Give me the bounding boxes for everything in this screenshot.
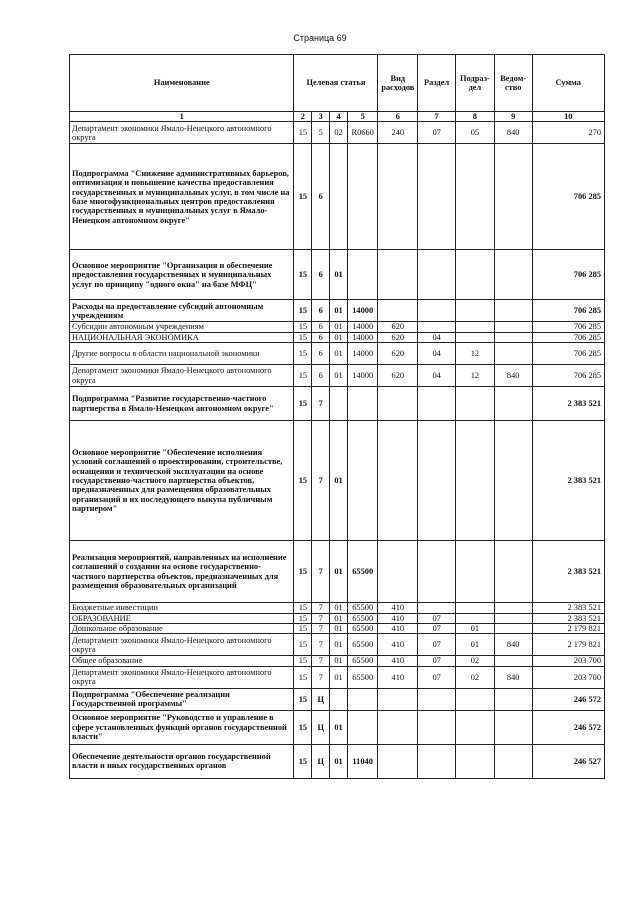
code-activity xyxy=(330,144,348,250)
expense-type xyxy=(378,541,418,603)
expense-type xyxy=(378,710,418,744)
row-name: Общее образование xyxy=(70,656,294,666)
department-code: 840 xyxy=(494,122,532,144)
header-target-article: Целевая статья xyxy=(294,55,378,112)
section xyxy=(418,300,456,322)
expense-type xyxy=(378,144,418,250)
section: 04 xyxy=(418,332,456,342)
expense-type: 620 xyxy=(378,365,418,387)
row-sum: 2 383 521 xyxy=(532,613,604,623)
code-subprogram: 7 xyxy=(312,666,330,688)
department-code xyxy=(494,421,532,541)
header-name: Наименование xyxy=(70,55,294,112)
expense-type xyxy=(378,421,418,541)
row-name: Департамент экономики Ямало-Ненецкого автономного округа xyxy=(70,122,294,144)
row-name: Подпрограмма "Снижение административных барьеров, оптимизация и повышение качества предоставления государственных и муниципальных услуг, в том числе на базе многофункциональных центров предоставления государственных и муниципальных услуг в Ямало-Ненецком автономном округе" xyxy=(70,144,294,250)
department-code xyxy=(494,332,532,342)
department-code: 840 xyxy=(494,365,532,387)
expense-type xyxy=(378,300,418,322)
subsection: 01 xyxy=(456,634,495,656)
subsection: 02 xyxy=(456,666,495,688)
code-subprogram: 6 xyxy=(312,300,330,322)
code-direction xyxy=(347,387,377,421)
table-row xyxy=(70,365,605,387)
header-expense-type: Вид расходов xyxy=(378,55,418,112)
code-program: 15 xyxy=(294,300,312,322)
section: 07 xyxy=(418,122,456,144)
row-name: Основное мероприятие "Руководство и управление в сфере установленных функций органов государственной власти" xyxy=(70,710,294,744)
code-activity: 01 xyxy=(330,322,348,332)
code-activity: 01 xyxy=(330,613,348,623)
department-code xyxy=(494,613,532,623)
code-activity: 02 xyxy=(330,122,348,144)
subsection xyxy=(456,710,495,744)
code-direction: 65500 xyxy=(347,666,377,688)
expense-type: 410 xyxy=(378,656,418,666)
subsection xyxy=(456,688,495,710)
table-row xyxy=(70,656,605,666)
department-code xyxy=(494,603,532,613)
subsection: 01 xyxy=(456,624,495,634)
table-row xyxy=(70,122,605,144)
subsection xyxy=(456,541,495,603)
section xyxy=(418,322,456,332)
code-activity: 01 xyxy=(330,332,348,342)
code-activity: 01 xyxy=(330,666,348,688)
code-program: 15 xyxy=(294,634,312,656)
department-code xyxy=(494,387,532,421)
code-program: 15 xyxy=(294,666,312,688)
department-code xyxy=(494,688,532,710)
code-program: 15 xyxy=(294,365,312,387)
code-activity xyxy=(330,688,348,710)
table-row xyxy=(70,710,605,744)
department-code xyxy=(494,250,532,300)
row-sum: 246 572 xyxy=(532,688,604,710)
expense-type: 410 xyxy=(378,634,418,656)
code-direction xyxy=(347,688,377,710)
subsection: 12 xyxy=(456,343,495,365)
col-num: 2 xyxy=(294,112,312,122)
code-subprogram: 7 xyxy=(312,613,330,623)
column-numbers-row xyxy=(70,112,605,122)
section xyxy=(418,688,456,710)
section xyxy=(418,710,456,744)
col-num: 5 xyxy=(347,112,377,122)
table-row xyxy=(70,613,605,623)
code-activity: 01 xyxy=(330,365,348,387)
col-num: 4 xyxy=(330,112,348,122)
code-direction: 14000 xyxy=(347,343,377,365)
table-row xyxy=(70,624,605,634)
row-name: Департамент экономики Ямало-Ненецкого автономного округа xyxy=(70,365,294,387)
code-subprogram: Ц xyxy=(312,710,330,744)
row-sum: 2 179 821 xyxy=(532,634,604,656)
code-subprogram: 7 xyxy=(312,387,330,421)
department-code: 840 xyxy=(494,634,532,656)
department-code xyxy=(494,710,532,744)
section xyxy=(418,541,456,603)
expense-type xyxy=(378,387,418,421)
subsection xyxy=(456,613,495,623)
section: 07 xyxy=(418,656,456,666)
code-direction: 65500 xyxy=(347,624,377,634)
code-program: 15 xyxy=(294,343,312,365)
code-program: 15 xyxy=(294,322,312,332)
code-direction: 65500 xyxy=(347,541,377,603)
section xyxy=(418,387,456,421)
expense-type: 410 xyxy=(378,603,418,613)
table-body xyxy=(70,122,605,778)
code-activity: 01 xyxy=(330,656,348,666)
table-row xyxy=(70,250,605,300)
department-code xyxy=(494,144,532,250)
section xyxy=(418,144,456,250)
expense-type xyxy=(378,744,418,778)
code-subprogram: 6 xyxy=(312,332,330,342)
subsection xyxy=(456,322,495,332)
header-sum: Сумма xyxy=(532,55,604,112)
col-num: 3 xyxy=(312,112,330,122)
code-activity: 01 xyxy=(330,634,348,656)
expense-type: 410 xyxy=(378,624,418,634)
row-sum: 203 700 xyxy=(532,656,604,666)
subsection xyxy=(456,387,495,421)
code-activity: 01 xyxy=(330,343,348,365)
department-code xyxy=(494,343,532,365)
row-sum: 2 179 821 xyxy=(532,624,604,634)
table-row xyxy=(70,300,605,322)
code-direction: 14000 xyxy=(347,365,377,387)
row-sum: 246 572 xyxy=(532,710,604,744)
row-name: Основное мероприятие "Обеспечение исполнения условий соглашений о проектировании, строительстве, оснащении и технической эксплуатации на основе государственно-частного партнерства объектов, предназначенных для размещения образовательных организаций и их последующего выкупа публичным партнером" xyxy=(70,421,294,541)
row-name: Основное мероприятие "Организация и обеспечение предоставления государственных и муниципальных услуг по принципу "одного окна" на базе МФЦ" xyxy=(70,250,294,300)
code-subprogram: 7 xyxy=(312,624,330,634)
col-num: 6 xyxy=(378,112,418,122)
row-name: Реализация мероприятий, направленных на исполнение соглашений о создании на основе государственно-частного партнерства объектов, предназначенных для размещения образовательных организаций xyxy=(70,541,294,603)
code-direction: 65500 xyxy=(347,656,377,666)
row-name: НАЦИОНАЛЬНАЯ ЭКОНОМИКА xyxy=(70,332,294,342)
col-num: 7 xyxy=(418,112,456,122)
row-name: Расходы на предоставление субсидий автономным учреждениям xyxy=(70,300,294,322)
code-direction: 65500 xyxy=(347,603,377,613)
code-subprogram: 7 xyxy=(312,634,330,656)
code-activity: 01 xyxy=(330,300,348,322)
department-code xyxy=(494,322,532,332)
code-subprogram: 7 xyxy=(312,603,330,613)
subsection xyxy=(456,332,495,342)
code-subprogram: 6 xyxy=(312,343,330,365)
table-row xyxy=(70,421,605,541)
code-program: 15 xyxy=(294,613,312,623)
code-program: 15 xyxy=(294,656,312,666)
section xyxy=(418,744,456,778)
code-direction xyxy=(347,421,377,541)
row-sum: 706 285 xyxy=(532,250,604,300)
code-activity xyxy=(330,387,348,421)
row-sum: 2 383 521 xyxy=(532,387,604,421)
expense-type: 240 xyxy=(378,122,418,144)
col-num: 9 xyxy=(494,112,532,122)
section xyxy=(418,603,456,613)
row-sum: 270 xyxy=(532,122,604,144)
section: 07 xyxy=(418,613,456,623)
row-name: Дошкольное образование xyxy=(70,624,294,634)
code-direction: 14000 xyxy=(347,322,377,332)
table-row xyxy=(70,343,605,365)
subsection xyxy=(456,250,495,300)
code-subprogram: 7 xyxy=(312,421,330,541)
code-program: 15 xyxy=(294,421,312,541)
department-code xyxy=(494,624,532,634)
code-program: 15 xyxy=(294,688,312,710)
code-activity: 01 xyxy=(330,603,348,613)
header-department: Ведом-ство xyxy=(494,55,532,112)
table-row xyxy=(70,666,605,688)
code-subprogram: 6 xyxy=(312,144,330,250)
code-program: 15 xyxy=(294,250,312,300)
row-sum: 2 383 521 xyxy=(532,421,604,541)
department-code xyxy=(494,656,532,666)
section: 04 xyxy=(418,365,456,387)
section: 07 xyxy=(418,634,456,656)
code-program: 15 xyxy=(294,710,312,744)
row-sum: 2 383 521 xyxy=(532,603,604,613)
row-name: Подпрограмма "Обеспечение реализации Государственной программы" xyxy=(70,688,294,710)
table-row xyxy=(70,634,605,656)
code-direction: 14000 xyxy=(347,300,377,322)
department-code: 840 xyxy=(494,666,532,688)
section xyxy=(418,250,456,300)
row-name: ОБРАЗОВАНИЕ xyxy=(70,613,294,623)
section xyxy=(418,421,456,541)
code-activity: 01 xyxy=(330,744,348,778)
table-row xyxy=(70,322,605,332)
budget-table xyxy=(69,54,605,779)
expense-type xyxy=(378,250,418,300)
header-row xyxy=(70,55,605,112)
row-name: Бюджетные инвестиции xyxy=(70,603,294,613)
code-direction: 11040 xyxy=(347,744,377,778)
row-sum: 706 285 xyxy=(532,343,604,365)
subsection: 05 xyxy=(456,122,495,144)
subsection xyxy=(456,603,495,613)
table-row xyxy=(70,541,605,603)
row-sum: 706 285 xyxy=(532,300,604,322)
expense-type: 410 xyxy=(378,666,418,688)
subsection: 02 xyxy=(456,656,495,666)
code-activity: 01 xyxy=(330,421,348,541)
header-subsection: Подраз-дел xyxy=(456,55,495,112)
table-row xyxy=(70,744,605,778)
department-code xyxy=(494,541,532,603)
code-direction: 14000 xyxy=(347,332,377,342)
code-program: 15 xyxy=(294,387,312,421)
code-program: 15 xyxy=(294,624,312,634)
row-name: Департамент экономики Ямало-Ненецкого автономного округа xyxy=(70,634,294,656)
row-name: Департамент экономики Ямало-Ненецкого автономного округа xyxy=(70,666,294,688)
col-num: 1 xyxy=(70,112,294,122)
code-activity: 01 xyxy=(330,541,348,603)
code-program: 15 xyxy=(294,332,312,342)
section: 07 xyxy=(418,624,456,634)
row-sum: 706 285 xyxy=(532,332,604,342)
col-num: 8 xyxy=(456,112,495,122)
subsection xyxy=(456,144,495,250)
subsection: 12 xyxy=(456,365,495,387)
row-sum: 706 285 xyxy=(532,144,604,250)
department-code xyxy=(494,300,532,322)
table-row xyxy=(70,387,605,421)
department-code xyxy=(494,744,532,778)
code-direction xyxy=(347,144,377,250)
page-header: Страница 69 xyxy=(293,33,347,43)
expense-type: 620 xyxy=(378,332,418,342)
row-sum: 203 700 xyxy=(532,666,604,688)
code-subprogram: 7 xyxy=(312,541,330,603)
row-name: Субсидии автономным учреждениям xyxy=(70,322,294,332)
code-subprogram: 5 xyxy=(312,122,330,144)
code-program: 15 xyxy=(294,541,312,603)
code-direction: 65500 xyxy=(347,613,377,623)
section: 04 xyxy=(418,343,456,365)
code-subprogram: 6 xyxy=(312,365,330,387)
row-sum: 246 527 xyxy=(532,744,604,778)
table-row xyxy=(70,603,605,613)
section: 07 xyxy=(418,666,456,688)
code-direction xyxy=(347,250,377,300)
code-program: 15 xyxy=(294,144,312,250)
expense-type: 410 xyxy=(378,613,418,623)
expense-type: 620 xyxy=(378,343,418,365)
col-num: 10 xyxy=(532,112,604,122)
code-subprogram: 6 xyxy=(312,322,330,332)
subsection xyxy=(456,421,495,541)
table-row xyxy=(70,688,605,710)
expense-type: 620 xyxy=(378,322,418,332)
subsection xyxy=(456,744,495,778)
code-subprogram: Ц xyxy=(312,744,330,778)
code-direction: 65500 xyxy=(347,634,377,656)
row-name: Другие вопросы в области национальной экономики xyxy=(70,343,294,365)
table-row xyxy=(70,144,605,250)
code-activity: 01 xyxy=(330,250,348,300)
code-direction: R0660 xyxy=(347,122,377,144)
subsection xyxy=(456,300,495,322)
row-sum: 706 285 xyxy=(532,365,604,387)
code-direction xyxy=(347,710,377,744)
row-sum: 2 383 521 xyxy=(532,541,604,603)
expense-type xyxy=(378,688,418,710)
table-row xyxy=(70,332,605,342)
code-program: 15 xyxy=(294,122,312,144)
code-activity: 01 xyxy=(330,624,348,634)
row-name: Обеспечение деятельности органов государственной власти и иных государственных органов xyxy=(70,744,294,778)
code-subprogram: Ц xyxy=(312,688,330,710)
code-program: 15 xyxy=(294,744,312,778)
code-activity: 01 xyxy=(330,710,348,744)
code-subprogram: 6 xyxy=(312,250,330,300)
row-sum: 706 285 xyxy=(532,322,604,332)
code-subprogram: 7 xyxy=(312,656,330,666)
header-section: Раздел xyxy=(418,55,456,112)
row-name: Подпрограмма "Развитие государственно-частного партнерства в Ямало-Ненецком автономном округе" xyxy=(70,387,294,421)
code-program: 15 xyxy=(294,603,312,613)
